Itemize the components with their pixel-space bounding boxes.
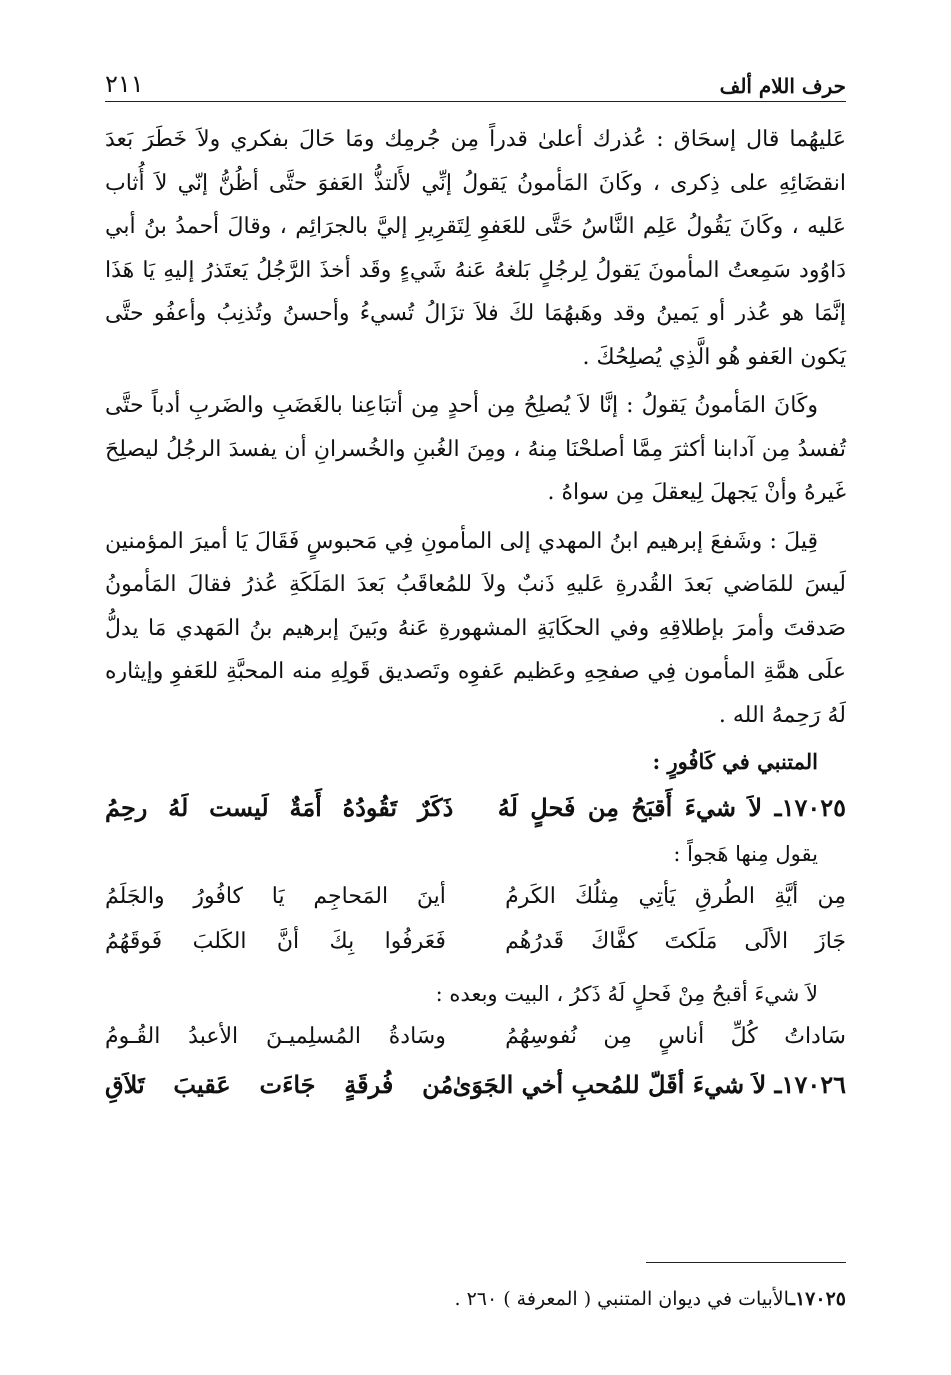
footnote-number: ١٧٠٢٥ـ (789, 1288, 846, 1310)
quote-line: لاَ شيءَ أقبحُ مِنْ فَحلٍ لَهُ ذَكرُ ، البيت وبعده : (435, 982, 818, 1006)
poem-intro: المتنبي في كَافُورٍ : (652, 749, 818, 774)
sub-intro: يقول مِنها هَجواً : (673, 842, 818, 866)
verse-17026 (105, 1059, 846, 1111)
couplet-first: مِن أيَّةِ الطُرقِ يَأتِي مِثلُكَ الكَرمُ (505, 884, 846, 909)
couplet-first: جَازَ الألَى مَلَكتَ كفَّاكَ قَدرُهُم (505, 929, 846, 954)
couplet-second: أينَ المَحاجِم يَا كافُورُ والجَلَمُ (105, 884, 446, 909)
paragraph-2: وكَانَ المَأمونُ يَقولُ : إنَّا لاَ يُصلِحُ مِن أحدٍ مِن أتبَاعِنا بالغَضَبِ والضَربِ أدباً حتَّى تُفسدُ مِن آدابنا أكثرَ مِمَّا أصلحْنَا مِنهُ ، ومِنَ الغُبنِ والخُسرانِ أن يفسدَ الرجُلُ ليصلِحَ غَيرهُ وأنْ يَجهلَ لِيعقلَ مِن سواهُ . (105, 393, 846, 505)
footnote (105, 1284, 846, 1314)
verse-number: ١٧٠٢٦ـ (774, 1070, 846, 1099)
couplet-line (105, 874, 846, 919)
main-text (105, 118, 846, 1111)
running-title: حرف اللام ألف (719, 74, 846, 98)
verse-17025 (105, 782, 846, 834)
verse-first-text: لاَ شيءَ أقَلّ للمُحبِ أخي الجَوَىٰ (452, 1070, 767, 1099)
header-divider (105, 101, 846, 102)
verse-second-hemistich: مُن فُرقَةٍ جَاءَت عَقيبَ تَلاَقِ (105, 1070, 454, 1099)
paragraph-3: قِيلَ : وشَفعَ إبرهيم ابنُ المهدي إلى المأمونِ فِي مَحبوسٍ فَقَالَ يَا أميرَ المؤمنين لَيسَ للمَاضي بَعدَ القُدرةِ عَليهِ ذَنبٌ ولاَ للمُعاقَبُ بَعدَ المَلَكَةِ عُذرُ فقالَ المَأمونُ صَدقتَ وأمرَ بإطلاقِهِ وفي الحكَايَةِ المشهورةِ عَنهُ وبَينَ إبرهيم بنُ المَهدي مَا يدلُّ علَى همَّةِ المأمون فِي صفحِهِ وعَظيم عَفوِه وتَصديق قَولِهِ منه المحبَّةِ للعَفوِ وإيثاره لَهُ رَحِمهُ الله . (105, 528, 846, 728)
spacer (105, 964, 846, 974)
verse-second-hemistich: ذَكَرٌ تَقُودُهُ أَمَةٌ لَيست لَهُ رحِمُ (105, 793, 454, 822)
footnote-text: الأبيات في ديوان المتنبي ( المعرفة ) ٢٦٠ . (454, 1288, 790, 1310)
couplet-line (105, 919, 846, 964)
couplet-first: سَاداتُ كُلِّ أناسٍ مِن نُفوسِهُمُ (505, 1024, 846, 1049)
couplet-line (105, 1014, 846, 1059)
page-header (105, 58, 846, 98)
paragraph-1: عَليهُما قال إسحَاق : عُذرك أعلىٰ قدراً مِن جُرمِك ومَا حَالَ بفكري ولاَ خَطَرَ بَعدَ انقضَائِهِ على ذِكرى ، وكَانَ المَأمونُ يَقولُ إنِّي لأَلتذُّ العَفوَ حتَّى أظُنُّ إنّي لاَ أُثاب عَليه ، وكَانَ يَقُولُ عَلِم النَّاسُ حَتَّى للعَفوِ لِتَقرِيرِ إليَّ بالجرَائِم ، وقالَ أحمدُ بنُ أبي دَاوُود سَمِعتُ المأمونَ يَقولُ لِرجُلٍ بَلغهُ عَنهُ شَيءٍ وقَد أخذَ الرَّجُلُ يَعتَذرُ إليهِ يَا هَذَا إنَّمَا هو عُذر أو يَمينُ وقد وهَبهُمَا لكَ فلاَ تزَالُ تُسيءُ وأحسنُ وتُذنِبُ وأعفُو حتَّى يَكون العَفو هُو الَّذِي يُصلِحُكَ . (105, 127, 846, 370)
verse-first-hemistich (498, 782, 846, 834)
verse-first-hemistich (452, 1059, 846, 1111)
verse-number: ١٧٠٢٥ـ (774, 793, 847, 822)
verse-first-text: لاَ شيءَ أَقبَحُ مِن فَحلٍ لَهُ (497, 793, 763, 822)
page-number: ٢١١ (105, 70, 144, 98)
couplet-second: وسَادةُ المُسلِميـنَ الأعبدُ القُـومُ (105, 1024, 446, 1049)
footnote-divider (646, 1262, 846, 1263)
couplet-second: فَعَرفُوا بِكَ أنَّ الكَلبَ فَوقَهُمُ (105, 929, 446, 954)
